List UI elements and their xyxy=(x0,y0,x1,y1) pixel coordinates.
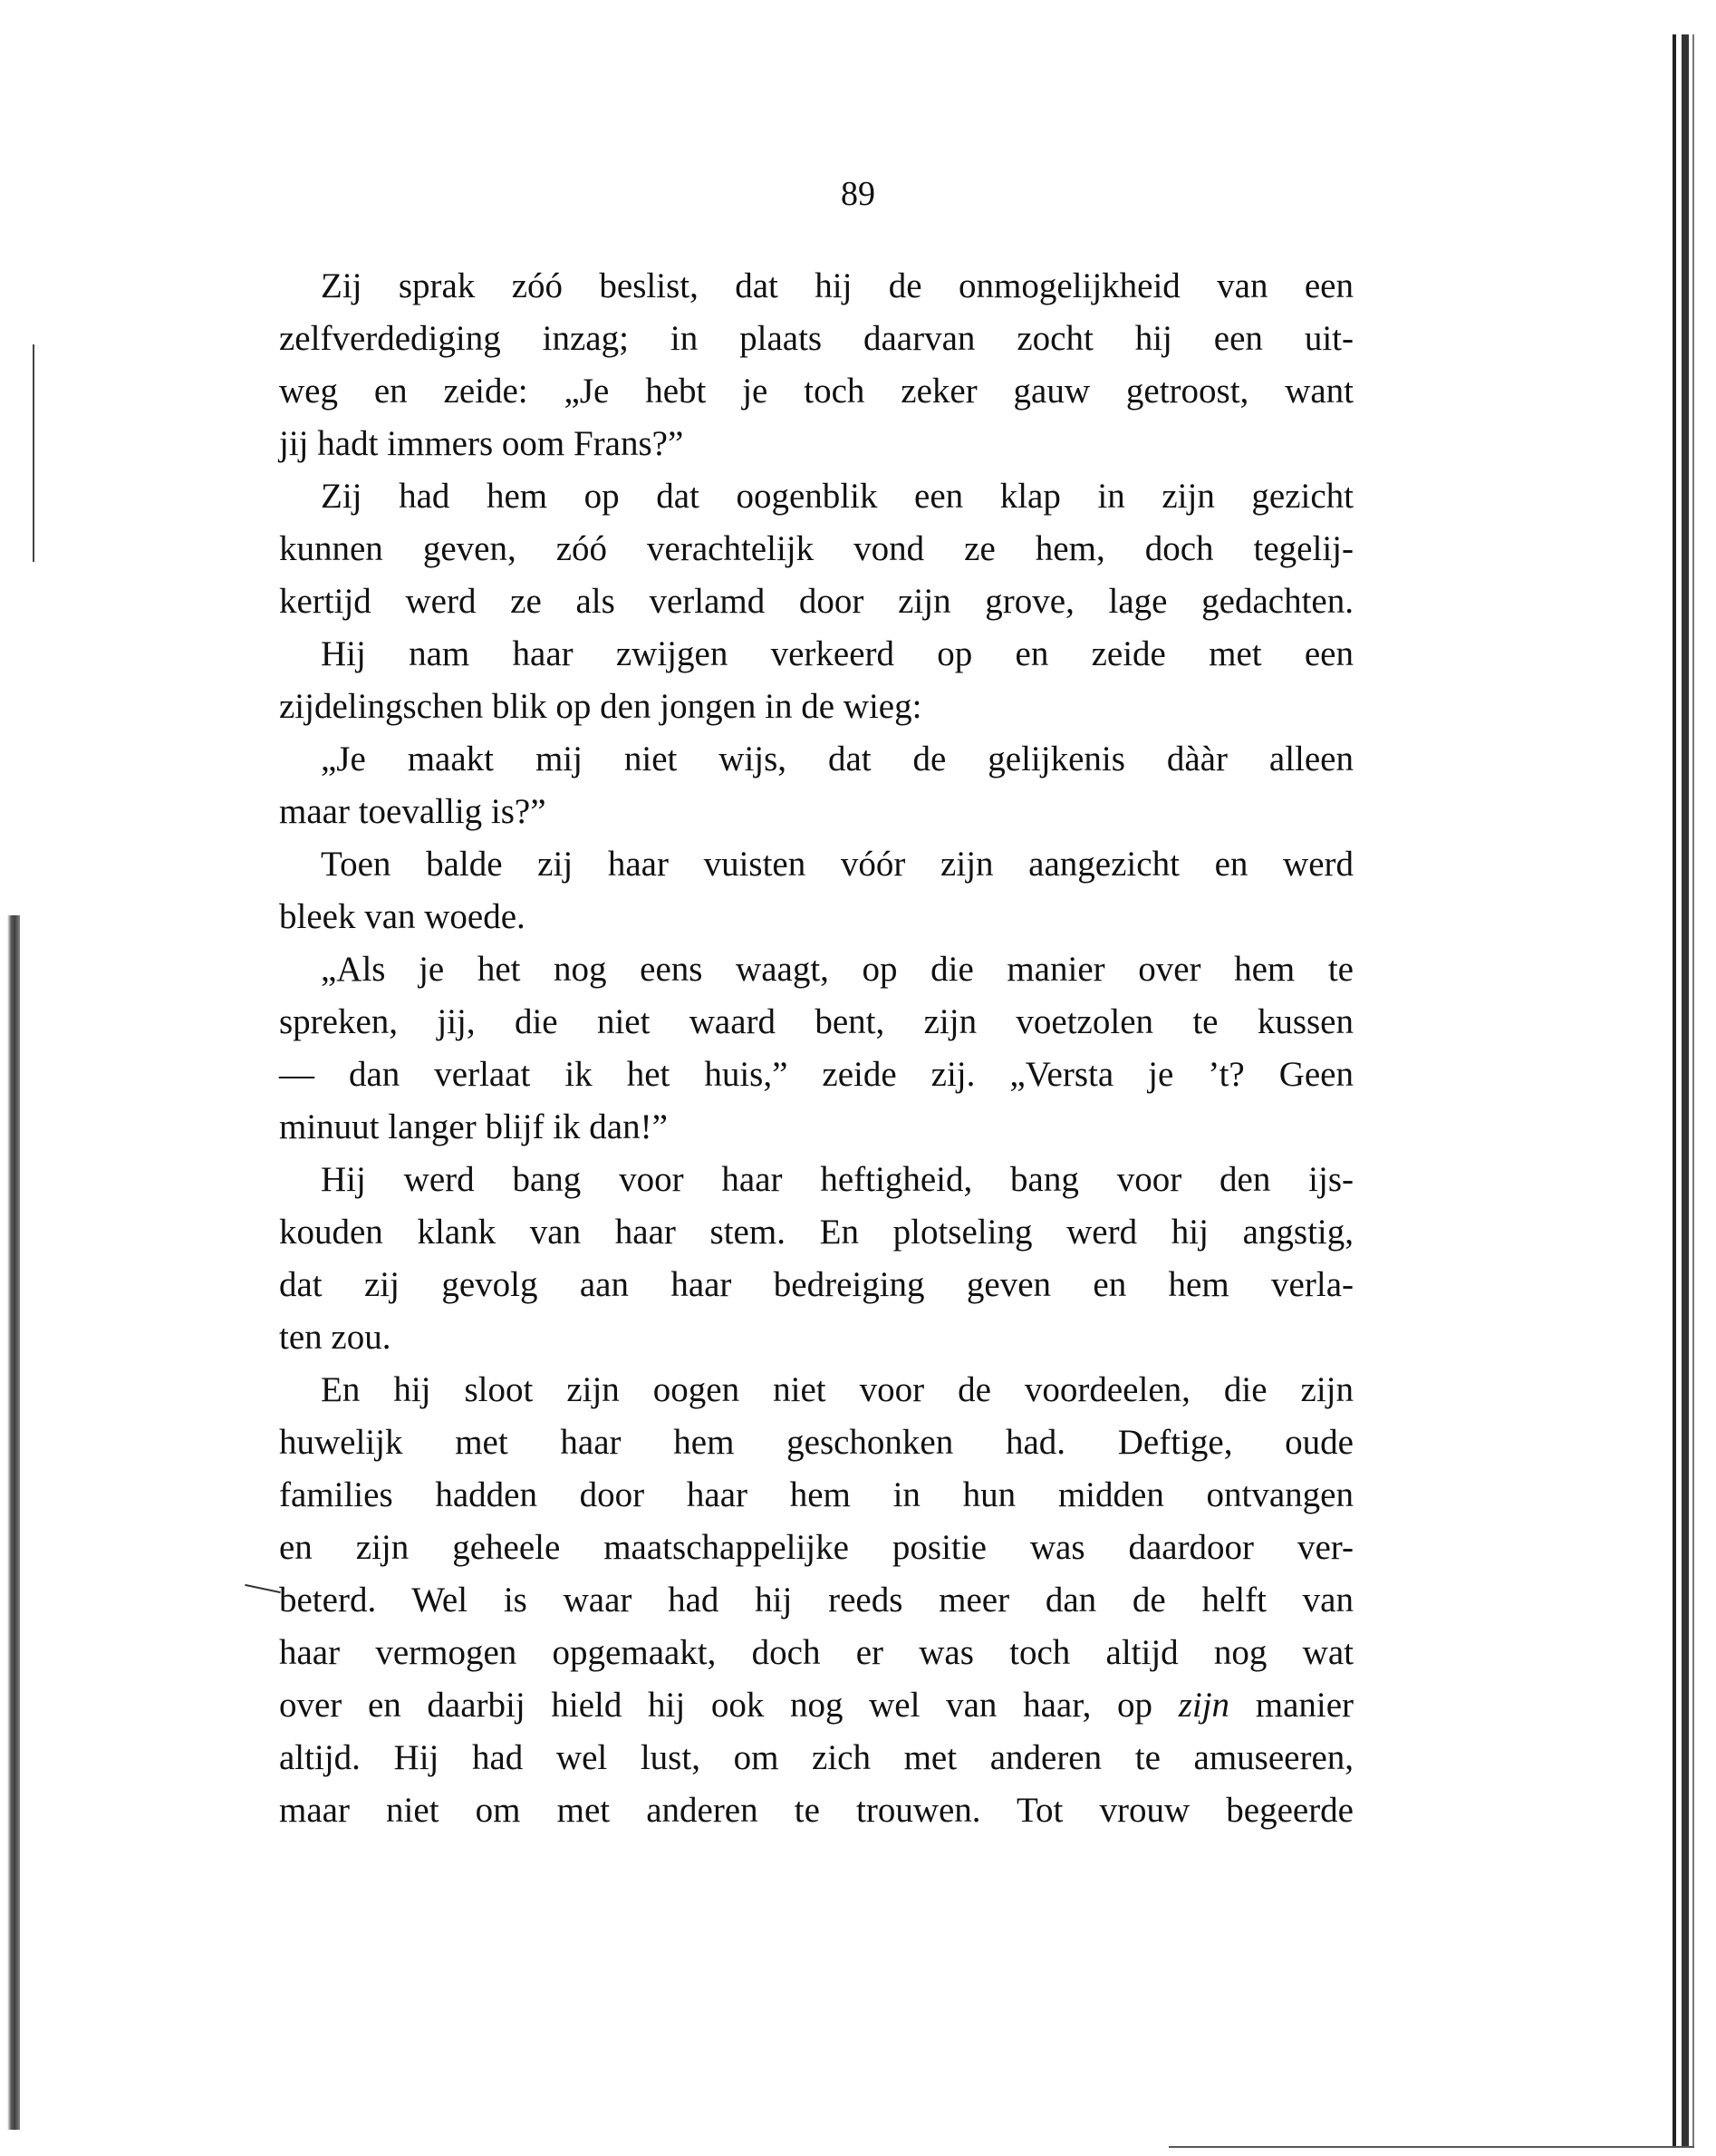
text-line-content xyxy=(321,1154,1354,1206)
text-span: dat zij gevolg aan haar bedreiging geven en hem verla- xyxy=(279,1265,1354,1304)
text-line xyxy=(279,891,1354,943)
text-line-content xyxy=(321,470,1354,523)
scan-edge xyxy=(33,344,34,562)
margin-mark xyxy=(245,1584,281,1593)
text-line xyxy=(279,943,1354,996)
text-line xyxy=(279,733,1354,786)
text-line xyxy=(279,1364,1354,1416)
text-line-content xyxy=(279,1101,1354,1154)
text-span: en zijn geheele maatschappelijke positie was daardoor ver- xyxy=(279,1528,1354,1567)
text-line xyxy=(279,1416,1354,1469)
text-line-content xyxy=(279,1574,1354,1627)
text-span: over en daarbij hield hij ook nog wel van haar, op xyxy=(279,1686,1153,1725)
text-line xyxy=(279,365,1354,418)
text-line xyxy=(279,1679,1354,1732)
text-span: kertijd werd ze als verlamd door zijn grove, lage gedachten. xyxy=(279,582,1354,621)
text-span: manier xyxy=(1255,1686,1354,1725)
text-line-content xyxy=(279,996,1354,1049)
text-line xyxy=(279,260,1354,313)
text-line xyxy=(279,575,1354,628)
text-line xyxy=(279,681,1354,733)
text-line-content xyxy=(279,523,1354,575)
text-span: minuut langer blijf ik dan!” xyxy=(279,1107,668,1146)
text-line-content xyxy=(279,313,1354,365)
text-line xyxy=(279,786,1354,838)
text-line xyxy=(279,996,1354,1049)
text-line xyxy=(279,1732,1354,1784)
text-line-content xyxy=(279,1469,1354,1522)
text-span: weg en zeide: „Je hebt je toch zeker gauw getroost, want xyxy=(279,372,1354,411)
text-line-content xyxy=(279,786,1354,838)
text-line-content xyxy=(279,1732,1354,1784)
text-line-content xyxy=(279,1522,1354,1574)
text-line-content xyxy=(279,1311,1354,1364)
text-line xyxy=(279,1469,1354,1522)
text-line-content xyxy=(321,628,1354,681)
text-span: En hij sloot zijn oogen niet voor de voordeelen, die zijn xyxy=(321,1370,1354,1409)
text-line-content xyxy=(321,943,1354,996)
emphasis-text: zijn xyxy=(1178,1686,1230,1725)
text-span: zelfverdediging inzag; in plaats daarvan zocht hij een uit- xyxy=(279,319,1354,358)
text-line-content xyxy=(279,891,1354,943)
text-line xyxy=(279,1259,1354,1311)
text-line xyxy=(279,838,1354,891)
page-number: 89 xyxy=(841,175,875,213)
text-line xyxy=(279,418,1354,470)
text-span: zijdelingschen blik op den jongen in de wieg: xyxy=(279,687,922,726)
text-span: Zij sprak zóó beslist, dat hij de onmogelijkheid van een xyxy=(321,266,1354,305)
text-line-content xyxy=(279,1259,1354,1311)
text-line xyxy=(279,523,1354,575)
text-span: kunnen geven, zóó verachtelijk vond ze hem, doch tegelij- xyxy=(279,529,1354,568)
text-span: altijd. Hij had wel lust, om zich met anderen te amuseeren, xyxy=(279,1738,1354,1777)
text-line-content xyxy=(321,1364,1354,1416)
text-span: „Als je het nog eens waagt, op die manier over hem te xyxy=(321,950,1354,989)
text-line-content xyxy=(279,1627,1354,1679)
scan-border xyxy=(1692,34,1694,2146)
text-span: — dan verlaat ik het huis,” zeide zij. „Versta je ’t? Geen xyxy=(279,1055,1354,1094)
text-line-content xyxy=(279,1049,1354,1101)
text-span: maar niet om met anderen te trouwen. Tot vrouw begeerde xyxy=(279,1791,1354,1830)
text-span: maar toevallig is?” xyxy=(279,792,546,831)
text-line xyxy=(279,1784,1354,1837)
text-line xyxy=(279,470,1354,523)
text-span: beterd. Wel is waar had hij reeds meer dan de helft van xyxy=(279,1581,1354,1619)
text-span: bleek van woede. xyxy=(279,897,525,936)
text-line-content xyxy=(279,365,1354,418)
text-line xyxy=(279,1311,1354,1364)
text-span: kouden klank van haar stem. En plotseling werd hij angstig, xyxy=(279,1213,1354,1252)
text-span: spreken, jij, die niet waard bent, zijn voetzolen te kussen xyxy=(279,1002,1354,1041)
text-span: huwelijk met haar hem geschonken had. Deftige, oude xyxy=(279,1423,1354,1462)
text-line-content xyxy=(279,681,1354,733)
scan-border xyxy=(1682,34,1689,2146)
text-span: „Je maakt mij niet wijs, dat de gelijkenis dààr alleen xyxy=(321,740,1354,778)
text-line xyxy=(279,1154,1354,1206)
text-span: jij hadt immers oom Frans?” xyxy=(279,424,684,463)
text-span: Zij had hem op dat oogenblik een klap in zijn gezicht xyxy=(321,477,1354,516)
text-line xyxy=(279,1101,1354,1154)
body-text xyxy=(279,260,1354,1837)
text-line-content xyxy=(321,260,1354,313)
text-line-content xyxy=(279,575,1354,628)
text-span: Hij werd bang voor haar heftigheid, bang voor den ijs- xyxy=(321,1160,1354,1199)
text-line xyxy=(279,1574,1354,1627)
text-line xyxy=(279,1522,1354,1574)
scan-border xyxy=(1673,34,1676,2146)
text-line-content xyxy=(279,1206,1354,1259)
text-line xyxy=(279,1049,1354,1101)
scan-edge xyxy=(7,915,20,2130)
text-span: families hadden door haar hem in hun midden ontvangen xyxy=(279,1475,1354,1514)
text-line-content xyxy=(279,1679,1354,1732)
text-span: ten zou. xyxy=(279,1318,391,1357)
text-line-content xyxy=(279,418,1354,470)
text-span: Toen balde zij haar vuisten vóór zijn aangezicht en werd xyxy=(321,845,1354,884)
text-line-content xyxy=(279,1784,1354,1837)
text-line-content xyxy=(279,1416,1354,1469)
text-span: haar vermogen opgemaakt, doch er was toch altijd nog wat xyxy=(279,1633,1354,1672)
text-line xyxy=(279,628,1354,681)
text-line xyxy=(279,1206,1354,1259)
scan-border-bottom xyxy=(1169,2146,1694,2148)
text-line xyxy=(279,1627,1354,1679)
text-span: Hij nam haar zwijgen verkeerd op en zeide met een xyxy=(321,634,1354,673)
text-line xyxy=(279,313,1354,365)
text-line-content xyxy=(321,733,1354,786)
text-line-content xyxy=(321,838,1354,891)
